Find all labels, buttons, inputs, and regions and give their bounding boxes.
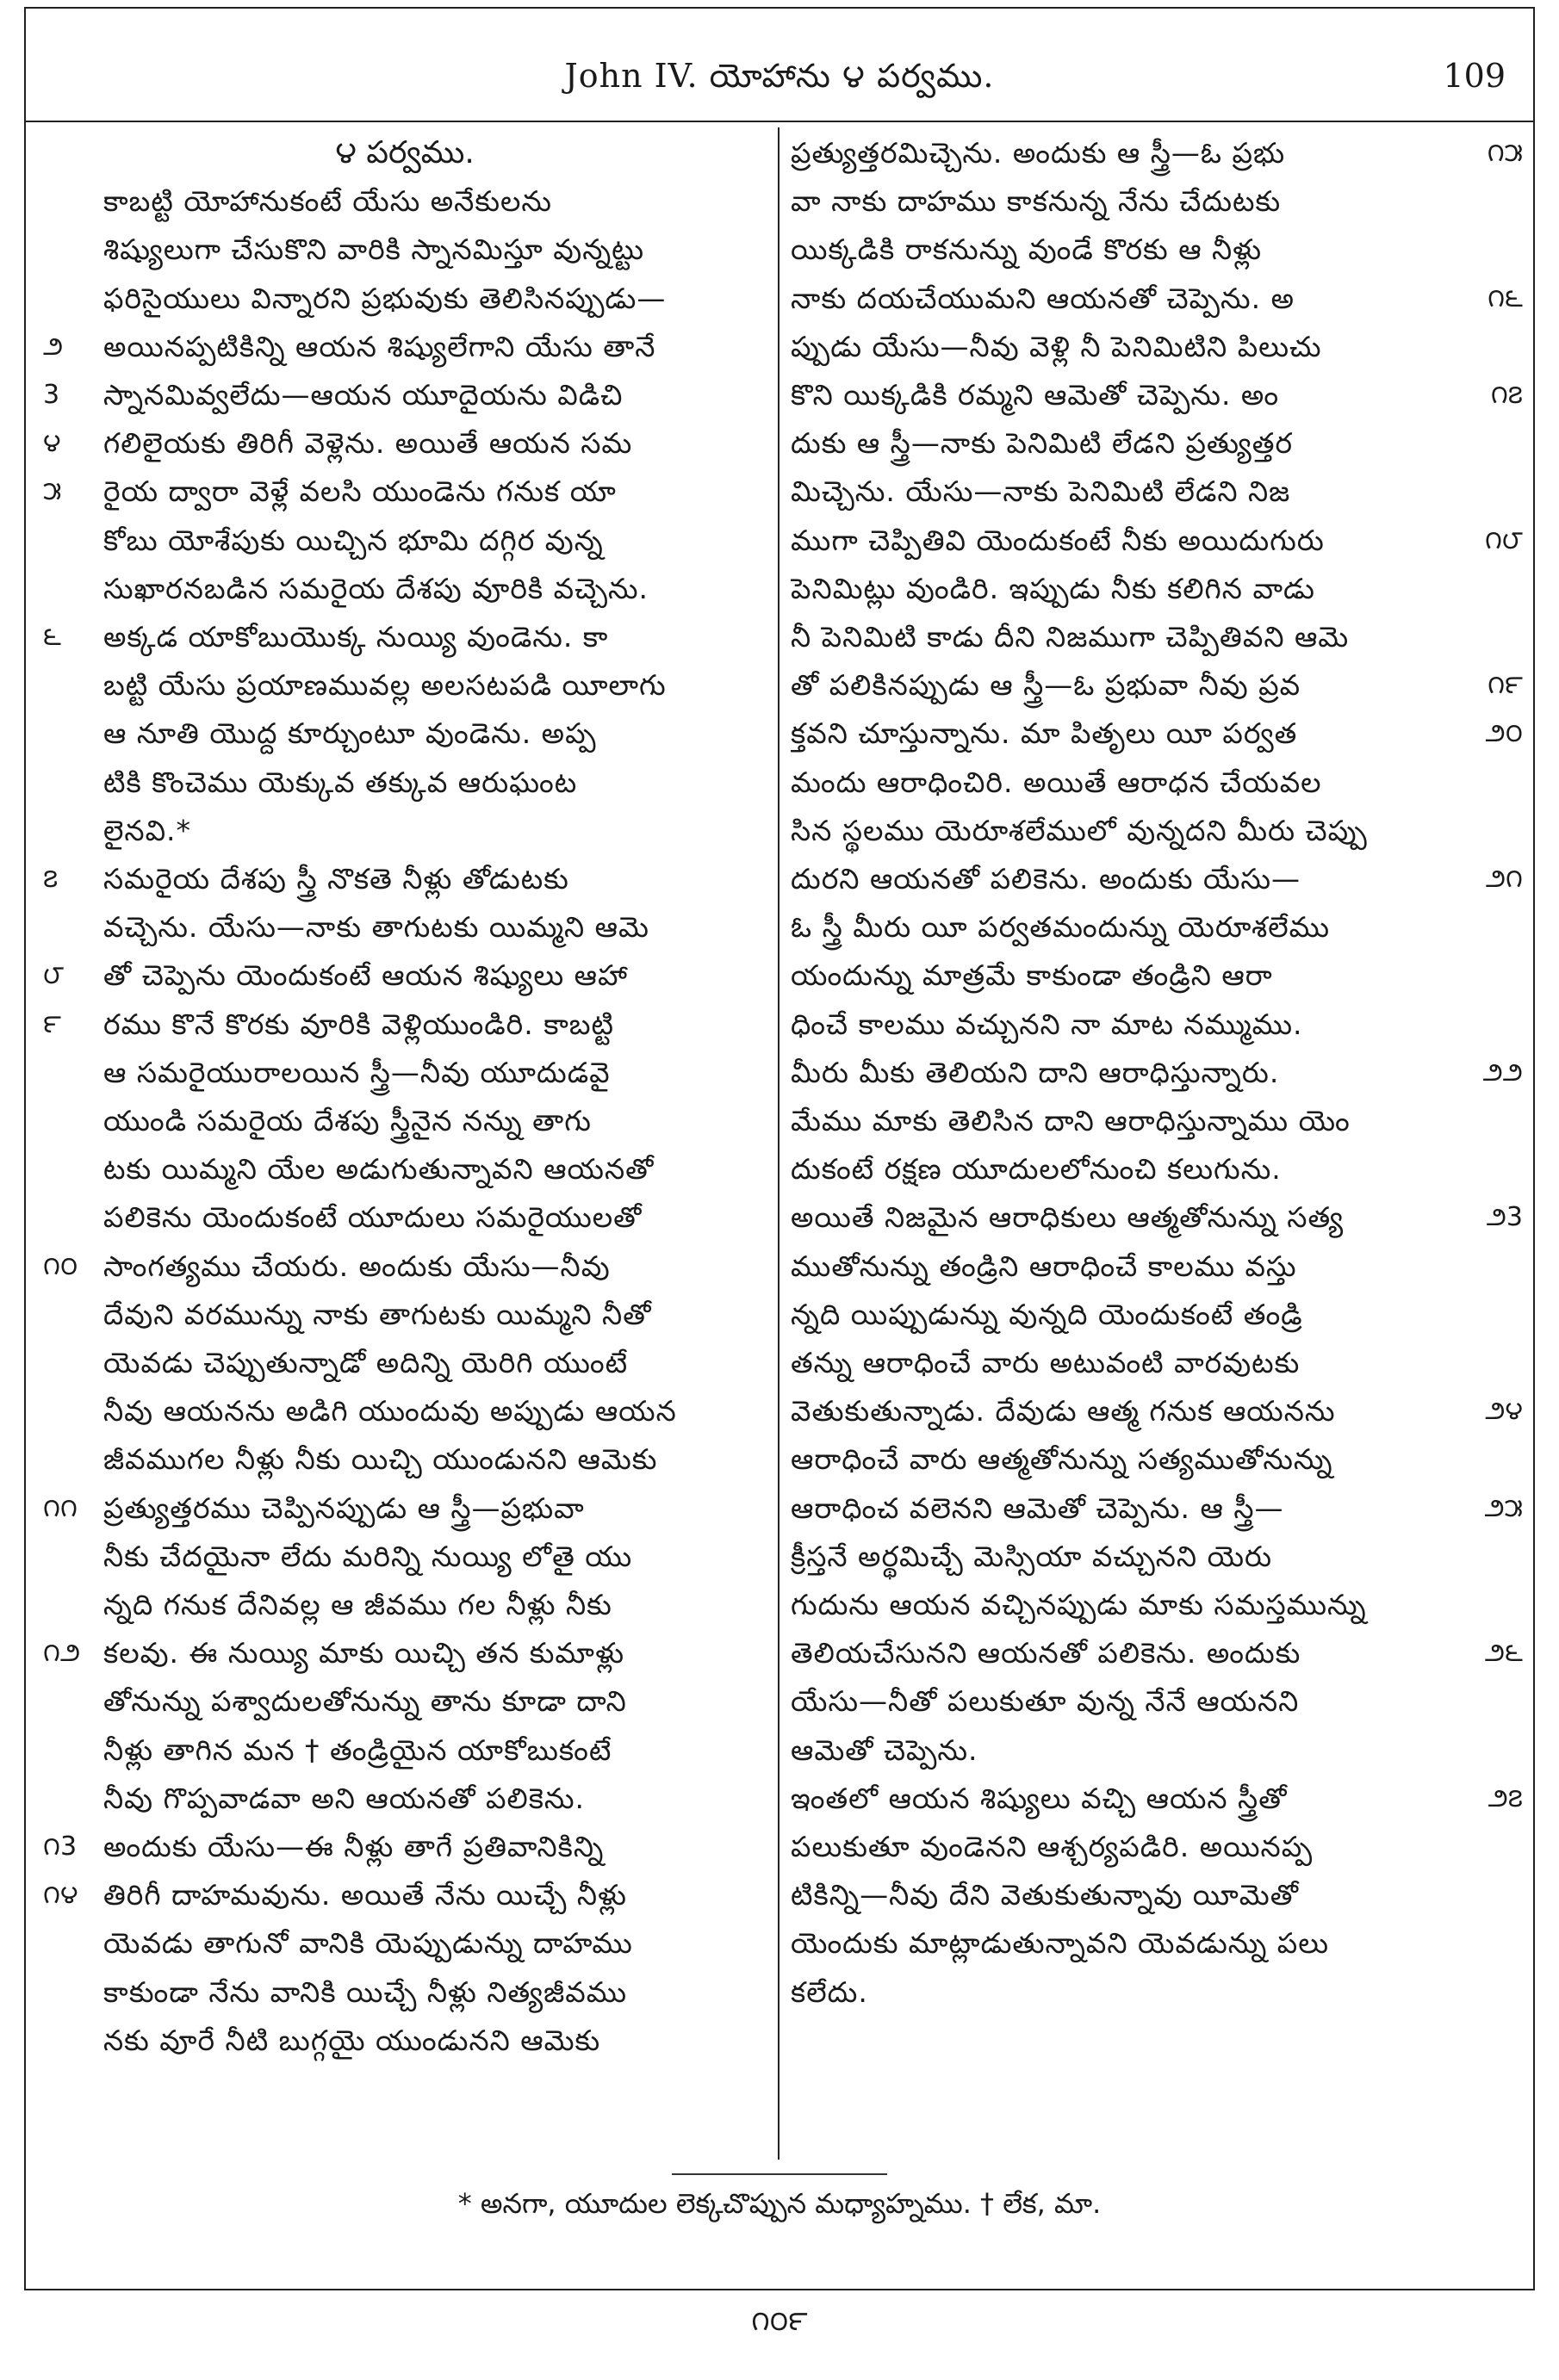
line-text: పలికెను యెందుకంటే యూదులు సమరైయులతో — [103, 1200, 643, 1235]
line-text: కాబట్టి యోహానుకంటే యేసు అనేకులను — [103, 184, 552, 219]
text-line — [43, 1435, 767, 1484]
text-line — [43, 1677, 767, 1726]
line-text: ముతోనున్ను తండ్రిని ఆరాధించే కాలము వస్తు — [791, 1249, 1297, 1283]
text-line — [43, 1387, 767, 1435]
text-line — [43, 613, 767, 661]
verse-number: ౧౮ — [1484, 524, 1523, 555]
line-text: సాంగత్యము చేయరు. అందుకు యేసు—నీవు — [103, 1249, 611, 1283]
text-line — [43, 226, 767, 274]
text-line — [43, 275, 767, 323]
line-text: అక్కడ యాకోబుయొక్క నుయ్యి వుండెను. కా — [103, 620, 609, 654]
verse-number: ౧౧ — [43, 1492, 78, 1523]
line-text: టికి కొంచెము యెక్కువ తక్కువ ఆరుఘంట — [103, 765, 578, 799]
line-text: యిక్కడికి రాకనున్ను వుండే కొరకు ఆ నీళ్లు — [791, 232, 1263, 267]
text-line — [791, 661, 1523, 710]
line-text: తెలియచేసునని ఆయనతో పలికెను. అందుకు — [791, 1636, 1301, 1670]
line-text: యుండి సమరైయ దేశపు స్త్రీనైన నన్ను తాగు — [103, 1104, 592, 1137]
verse-number: ౫ — [43, 476, 62, 507]
text-line — [43, 1145, 767, 1193]
line-text: కలవు. ఈ నుయ్యి మాకు యిచ్చి తన కుమాళ్లు — [103, 1636, 625, 1670]
line-text: యందున్ను మాత్రమే కాకుండా తండ్రిని ఆరా — [791, 958, 1273, 993]
text-line — [43, 1726, 767, 1775]
verse-number: ౧౦ — [43, 1250, 78, 1281]
line-text: రైయ ద్వారా వెళ్లే వలసి యుండెను గనుక యా — [103, 474, 617, 509]
text-line — [791, 1243, 1514, 1291]
line-text: స్నానమివ్వలేదు—ఆయన యూదైయను విడిచి — [103, 378, 624, 412]
text-line — [791, 1001, 1514, 1049]
line-text: యెవడు తాగునో వానికి యెప్పుడున్ను దాహము — [103, 1926, 633, 1961]
text-line — [791, 1581, 1514, 1629]
line-text: తన్ను ఆరాధించే వారు అటువంటి వారవుటకు — [791, 1346, 1301, 1379]
text-line — [791, 1484, 1523, 1533]
verse-number: ౨3 — [1486, 1202, 1523, 1233]
line-text: దురని ఆయనతో పలికెను. అందుకు యేసు— — [791, 862, 1301, 896]
verse-number: ౯ — [43, 1008, 61, 1039]
text-line — [791, 1629, 1523, 1677]
line-text: ఆమెతో చెప్పెను. — [791, 1732, 978, 1767]
text-line — [791, 1677, 1514, 1726]
folio-telugu: ౧౦౯ — [751, 2304, 808, 2337]
text-line — [791, 323, 1514, 371]
line-text: గుదును ఆయన వచ్చినప్పుడు మాకు సమస్తమున్ను — [791, 1588, 1367, 1621]
line-text: తిరిగీ దాహమవును. అయితే నేను యిచ్చే నీళ్లు — [103, 1878, 627, 1912]
line-text: తో చెప్పెను యెందుకంటే ఆయన శిష్యులు ఆహా — [103, 958, 629, 993]
verse-number: ౪ — [43, 428, 61, 459]
text-line — [43, 661, 767, 710]
chapter-heading: ౪ పర్వము. — [335, 135, 475, 170]
text-line — [43, 1484, 767, 1533]
text-line — [791, 903, 1514, 951]
verse-number: ౨౬ — [1484, 1638, 1523, 1669]
line-text: నకు వూరే నీటి బుగ్గయై యుండునని ఆమెకు — [103, 2023, 601, 2057]
line-text: సిన స్థలము యెరూశలేములో వున్నదని మీరు చెప్పు — [791, 813, 1368, 847]
text-line — [43, 565, 767, 613]
text-line — [791, 1097, 1514, 1145]
text-line — [43, 1871, 767, 1919]
line-text: సుఖారనబడిన సమరైయ దేశపు వూరికి వచ్చెను. — [103, 571, 649, 605]
text-line — [43, 323, 767, 371]
line-text: రము కొనే కొరకు వూరికి వెళ్లియుండిరి. కాబట్టి — [103, 1007, 615, 1041]
text-line — [43, 807, 767, 855]
line-text: క్రీస్తనే అర్థమిచ్చే మెస్సియా వచ్చునని యెరు — [791, 1539, 1273, 1573]
running-title: John IV. యోహాను ౪ పర్వము. — [564, 57, 995, 95]
line-text: న్నది గనుక దేనివల్ల ఆ జీవము గల నీళ్లు నీకు — [103, 1588, 612, 1621]
text-line — [791, 129, 1523, 177]
line-text: దుకంటే రక్షణ యూదులలోనుంచి కలుగును. — [791, 1152, 1282, 1187]
text-line — [43, 1533, 767, 1581]
text-line — [791, 517, 1523, 565]
line-text: అయినప్పటికిన్ని ఆయన శిష్యులేగాని యేసు తానే — [103, 329, 656, 363]
line-text: దుకు ఆ స్త్రీ—నాకు పెనిమిటి లేడని ప్రత్యుత్తర — [791, 426, 1294, 461]
text-line — [43, 1193, 767, 1242]
line-text: ప్రత్యుత్తరమిచ్చెను. అందుకు ఆ స్త్రీ—ఓ ప్రభు — [791, 136, 1286, 170]
text-line — [791, 1968, 1514, 2017]
footnote-rule — [672, 2173, 887, 2175]
verse-number: ౨౦ — [1485, 718, 1523, 749]
text-line — [791, 468, 1514, 516]
text-line — [791, 1726, 1514, 1775]
text-line — [791, 177, 1514, 226]
text-line — [43, 951, 767, 1000]
line-text: ఆ సమరైయురాలయిన స్త్రీ—నీవు యూదుడవై — [103, 1055, 611, 1089]
text-line — [43, 2017, 767, 2065]
running-header — [26, 7, 1533, 119]
text-line — [43, 1001, 767, 1049]
line-text: యెందుకు మాట్లాడుతున్నావని యెవడున్ను పలు — [791, 1926, 1330, 1961]
text-line — [791, 1049, 1523, 1097]
text-line — [43, 1049, 767, 1097]
text-line — [791, 275, 1523, 323]
text-line — [791, 710, 1523, 758]
page-number: 109 — [1443, 57, 1506, 95]
text-line — [791, 1291, 1514, 1339]
verse-number: ౨ — [43, 331, 64, 362]
text-line — [791, 951, 1514, 1000]
text-line — [791, 855, 1523, 903]
footnotes: * అనగా, యూదుల లెక్కచొప్పున మధ్యాహ్నము. † లేక, మా. — [457, 2187, 1102, 2220]
text-line — [791, 807, 1514, 855]
line-text: తో పలికినప్పుడు ఆ స్త్రీ—ఓ ప్రభువా నీవు ప్రవ — [791, 668, 1301, 703]
line-text: ప్రత్యుత్తరము చెప్పినప్పుడు ఆ స్త్రీ—ప్రభువా — [103, 1491, 585, 1525]
line-text: వచ్చెను. యేసు—నాకు తాగుటకు యిమ్మని ఆమె — [103, 910, 649, 945]
text-line — [791, 613, 1514, 661]
verse-number: ౨౨ — [1482, 1057, 1523, 1088]
verse-number: ౧౫ — [1487, 138, 1523, 168]
verse-number: ౨౭ — [1488, 1782, 1523, 1813]
line-text: మిచ్చెను. యేసు—నాకు పెనిమిటి లేడని నిజ — [791, 474, 1291, 509]
verse-number: ౨౪ — [1485, 1396, 1523, 1427]
line-text: మందు ఆరాధించిరి. అయితే ఆరాధన చేయవల — [791, 765, 1322, 799]
line-text: తోనున్ను పశ్వాదులతోనున్ను తాను కూడా దాని — [103, 1684, 627, 1719]
line-text: న్నది యిప్పుడున్ను వున్నది యెందుకంటే తండ్రి — [791, 1297, 1303, 1331]
text-line — [43, 517, 767, 565]
text-line — [43, 1823, 767, 1871]
line-text: గలిలైయకు తిరిగీ వెళ్లెను. అయితే ఆయన సమ — [103, 426, 633, 461]
verse-number: 3 — [43, 380, 60, 410]
line-text: లైనవి.* — [103, 813, 192, 847]
line-text: అయితే నిజమైన ఆరాధికులు ఆత్మతోనున్ను సత్య — [791, 1200, 1345, 1235]
line-text: ధించే కాలము వచ్చునని నా మాట నమ్ముము. — [791, 1007, 1303, 1041]
line-text: క్తవని చూస్తున్నాను. మా పితృలు యీ పర్వత — [791, 716, 1298, 751]
verse-number: ౬ — [43, 622, 61, 652]
text-line — [791, 226, 1514, 274]
text-line — [791, 1823, 1514, 1871]
text-line — [43, 1775, 767, 1823]
verse-number: ౧౭ — [1490, 380, 1523, 410]
text-line — [791, 1775, 1523, 1823]
line-text: పెనిమిట్లు వుండిరి. ఇప్పుడు నీకు కలిగిన వాడు — [791, 571, 1315, 605]
text-line — [43, 177, 767, 226]
line-text: ఆరాధించే వారు ఆత్మతోనున్ను సత్యముతోనున్ను — [791, 1442, 1333, 1477]
line-text: కొని యిక్కడికి రమ్మని ఆమెతో చెప్పెను. అం — [791, 378, 1280, 412]
line-text: నీవు ఆయనను అడిగి యుందువు అప్పుడు ఆయన — [103, 1394, 677, 1429]
text-line — [43, 1581, 767, 1629]
line-text: ఫరిసైయులు విన్నారని ప్రభువుకు తెలిసినప్పుడు— — [103, 281, 667, 315]
line-text: నీళ్లు తాగిన మన † తండ్రియైన యాకోబుకంటే — [103, 1732, 612, 1767]
verse-number: ౮ — [43, 960, 65, 991]
line-text: ఆరాధించ వలెనని ఆమెతో చెప్పెను. ఆ స్త్రీ— — [791, 1491, 1284, 1525]
line-text: ఆ నూతి యొద్ద కూర్చుంటూ వుండెను. అప్ప — [103, 716, 597, 751]
column-divider — [778, 127, 780, 2160]
text-line — [791, 565, 1514, 613]
text-line — [43, 1243, 767, 1291]
line-text: నీకు చేదయైనా లేదు మరిన్ని నుయ్యి లోతై యు — [103, 1539, 633, 1573]
right-column — [791, 129, 1523, 2153]
verse-number: ౧౬ — [1488, 282, 1523, 313]
text-line — [43, 1629, 767, 1677]
line-text: శిష్యులుగా చేసుకొని వారికి స్నానమిస్తూ వున్నట్టు — [103, 232, 645, 267]
text-line — [43, 1097, 767, 1145]
text-line — [791, 1145, 1514, 1193]
line-text: యేసు—నీతో పలుకుతూ వున్న నేనే ఆయనని — [791, 1684, 1300, 1719]
verse-number: ౧౪ — [43, 1880, 78, 1911]
line-text: ముగా చెప్పితివి యెందుకంటే నీకు అయిదుగురు — [791, 523, 1325, 557]
line-text: నాకు దయచేయుమని ఆయనతో చెప్పెను. అ — [791, 281, 1295, 315]
text-line — [791, 419, 1514, 468]
text-line — [791, 1193, 1523, 1242]
text-line — [791, 1339, 1514, 1387]
text-line — [791, 1435, 1514, 1484]
line-text: పలుకుతూ వుండెనని ఆశ్చర్యపడిరి. అయినప్ప — [791, 1830, 1314, 1863]
verse-number: ౭ — [43, 864, 59, 894]
text-line — [791, 371, 1523, 419]
text-line — [43, 419, 767, 468]
line-text: మేము మాకు తెలిసిన దాని ఆరాధిస్తున్నాము యెం — [791, 1104, 1351, 1137]
text-line — [791, 1387, 1523, 1435]
line-text: జీవముగల నీళ్లు నీకు యిచ్చి యుండునని ఆమెకు — [103, 1442, 658, 1477]
line-text: వెతుకుతున్నాడు. దేవుడు ఆత్మ గనుక ఆయనను — [791, 1394, 1336, 1429]
text-line — [791, 1871, 1514, 1919]
line-text: కాకుండా నేను వానికి యిచ్చే నీళ్లు నిత్యజీవము — [103, 1974, 628, 2009]
line-text: మీరు మీకు తెలియని దాని ఆరాధిస్తున్నారు. — [791, 1055, 1280, 1089]
line-text: టకు యిమ్మని యేల అడుగుతున్నావని ఆయనతో — [103, 1152, 655, 1187]
text-line — [43, 1919, 767, 1968]
line-text: నీ పెనిమిటి కాడు దీని నిజముగా చెప్పితివని ఆమె — [791, 620, 1350, 654]
line-text: దేవుని వరమున్ను నాకు తాగుటకు యిమ్మని నీతో — [103, 1297, 652, 1331]
text-line — [43, 1968, 767, 2017]
verse-number: ౧3 — [43, 1831, 78, 1862]
verse-number: ౧౨ — [43, 1638, 81, 1669]
line-text: కలేదు. — [791, 1974, 868, 2009]
line-text: ఓ స్త్రీ మీరు యీ పర్వతమందున్ను యెరూశలేము — [791, 910, 1331, 945]
line-text: కోబు యోశేపుకు యిచ్చిన భూమి దగ్గిర వున్న — [103, 523, 604, 557]
text-line — [43, 903, 767, 951]
text-line — [791, 1533, 1514, 1581]
line-text: ఇంతలో ఆయన శిష్యులు వచ్చి ఆయన స్త్రీతో — [791, 1781, 1288, 1815]
text-line — [43, 855, 767, 903]
text-line — [43, 1291, 767, 1339]
line-text: టికిన్ని—నీవు దేని వెతుకుతున్నావు యీమెతో — [791, 1878, 1299, 1912]
verse-number: ౨౧ — [1485, 864, 1523, 894]
text-line — [43, 371, 767, 419]
line-text: వా నాకు దాహము కాకనున్న నేను చేదుటకు — [791, 184, 1282, 219]
line-text: ప్పుడు యేసు—నీవు వెళ్లి నీ పెనిమిటిని పిలుచు — [791, 329, 1322, 363]
text-line — [43, 710, 767, 758]
text-line — [791, 759, 1514, 807]
line-text: సమరైయ దేశపు స్త్రీ నొకతె నీళ్లు తోడుటకు — [103, 862, 569, 896]
verse-number: ౧౯ — [1488, 670, 1523, 701]
line-text: యెవడు చెప్పుతున్నాడో అదిన్ని యెరిగి యుంటే — [103, 1346, 629, 1379]
line-text: అందుకు యేసు—ఈ నీళ్లు తాగే ప్రతివానికిన్ని — [103, 1830, 605, 1863]
line-text: బట్టి యేసు ప్రయాణమువల్ల అలసటపడి యీలాగు — [103, 668, 667, 703]
text-line — [791, 1919, 1514, 1968]
text-line — [43, 759, 767, 807]
left-column — [43, 129, 767, 2153]
line-text: నీవు గొప్పవాడవా అని ఆయనతో పలికెను. — [103, 1781, 585, 1815]
header-rule — [26, 121, 1533, 122]
text-line — [43, 468, 767, 516]
text-line — [43, 1339, 767, 1387]
verse-number: ౨౫ — [1484, 1492, 1523, 1523]
